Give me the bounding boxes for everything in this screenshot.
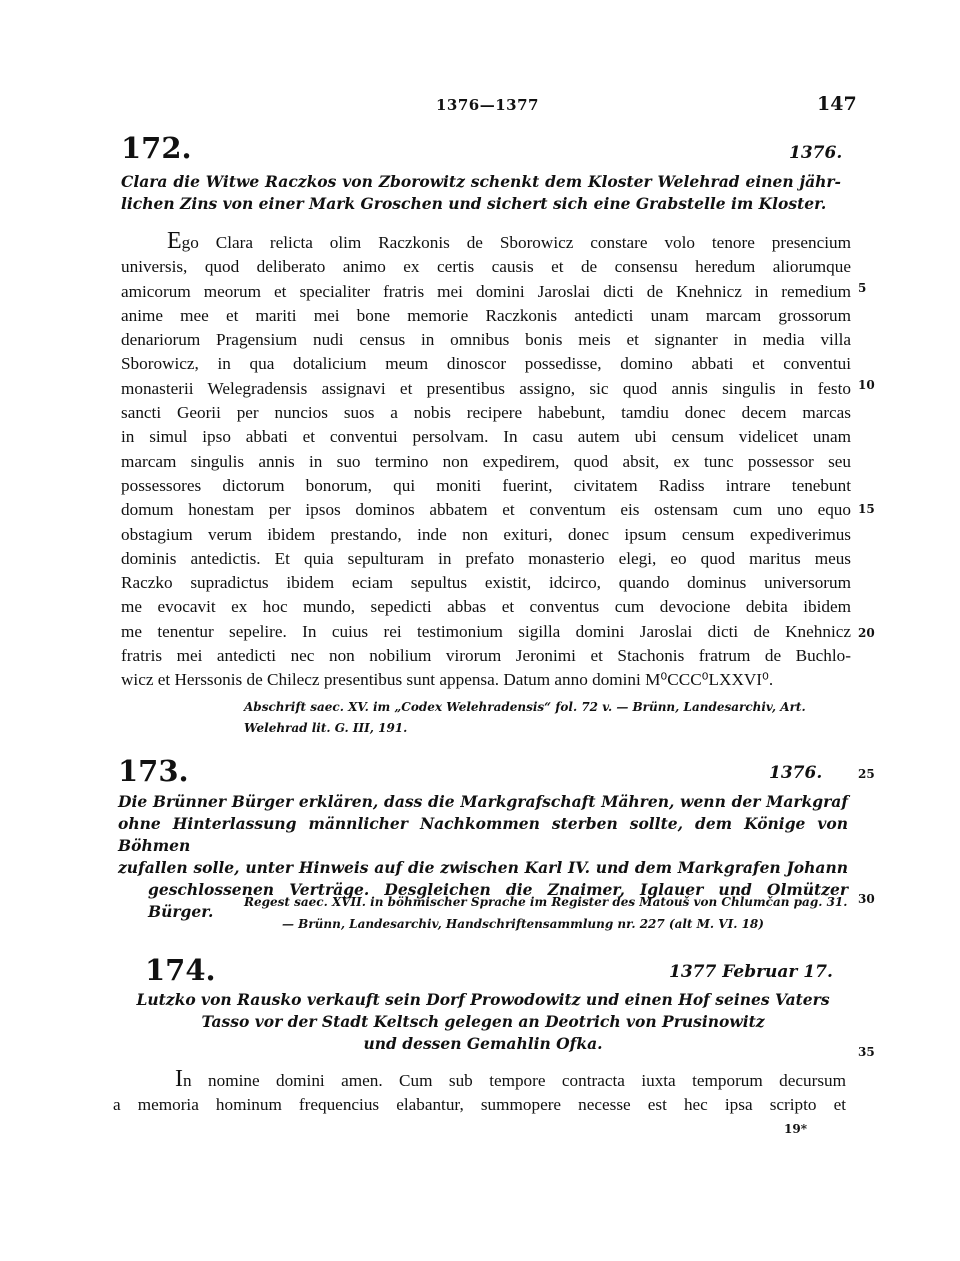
- body-line: anime mee et mariti mei bone memorie Raczkonis antedicti unam marcam grossorum: [121, 305, 851, 325]
- body-line: universis, quod deliberato animo ex certis causis et de consensu heredum aliorumque: [121, 257, 851, 277]
- body-line: monasterii Welegradensis assignavi et presentibus assigno, sic quod annis singulis in festo: [121, 378, 851, 398]
- body-line: me tenentur sepelire. In cuius rei testimonium sigilla domini Jaroslai dicti de Knehnicz: [121, 621, 851, 641]
- body-text-172: [121, 231, 851, 693]
- body-line: in simul ipso abbati et conventui persolvam. In casu autem ubi censum videlicet unam: [121, 427, 851, 447]
- document-number-172: 172.: [121, 131, 192, 165]
- regest-line: Die Brünner Bürger erklären, dass die Markgrafschaft Mähren, wenn der Markgraf: [118, 792, 848, 811]
- initial-letter: E: [167, 231, 182, 254]
- body-line: denariorum Pragensium nudi census in omnibus bonis meis et signanter in media villa: [121, 330, 851, 350]
- regest-line: Lutzko von Rausko verkauft sein Dorf Prowodowitz und einen Hof seines Vaters: [136, 990, 830, 1009]
- line-number: 35: [858, 1045, 875, 1059]
- line-number: 5: [858, 281, 867, 295]
- body-line: a memoria hominum frequencius elabantur, summopere necesse est hec ipsa scripto et: [113, 1095, 846, 1115]
- regest-line: lichen Zins von einer Mark Groschen und sichert sich eine Grabstelle im Kloster.: [121, 194, 827, 213]
- line-number: 25: [858, 767, 875, 781]
- line-number: 30: [858, 892, 875, 906]
- body-line: sancti Georii per nuncios suos a nobis recipere habebunt, tamdiu donec decem marcas: [121, 403, 851, 423]
- source-note-172-line1: Abschrift saec. XV. im „Codex Welehradensis“ fol. 72 v. — Brünn, Landesarchiv, Art.: [244, 700, 806, 714]
- regest-line: Tasso vor der Stadt Keltsch gelegen an Deotrich von Prusinowitz: [201, 1012, 765, 1031]
- body-line: Ego Clara relicta olim Raczkonis de Sborowicz constare volo tenore presencium: [121, 231, 851, 255]
- running-head: 1376—1377: [436, 96, 539, 114]
- regest-line: Clara die Witwe Raczkos von Zborowitz schenkt dem Kloster Welehrad einen jähr-: [121, 172, 841, 191]
- document-date-173: 1376.: [769, 763, 823, 783]
- line-number: 15: [858, 502, 875, 516]
- body-line: dominis antedictis. Et quia sepulturam in prefato monasterio elegi, eo quod maritus meus: [121, 548, 851, 568]
- source-note-173-line1: Regest saec. XVII. in böhmischer Sprache im Register des Matouš von Chlumčan pag. 31.: [244, 895, 848, 909]
- body-line: wicz et Herssonis de Chilecz presentibus sunt appensa. Datum anno domini M⁰CCC⁰LXXVI⁰.: [121, 670, 774, 690]
- body-text-174: [113, 1069, 846, 1118]
- regest-line: und dessen Gemahlin Ofka.: [363, 1034, 603, 1053]
- body-line: possessores dictorum bonorum, qui moniti fuerint, civitatem Radiss intrare tenebunt: [121, 475, 851, 495]
- body-line: domum honestam per ipsos dominos abbatem et conventum eis ostensam cum uno equo: [121, 500, 851, 520]
- page-number: 147: [817, 93, 857, 115]
- source-note-172-line2: Welehrad lit. G. III, 191.: [244, 721, 408, 735]
- body-line: amicorum meorum et specialiter fratris mei domini Jaroslai dicti de Knehnicz in remedium: [121, 281, 851, 301]
- body-line: fratris mei antedicti nec non nobilium virorum Jeronimi et Stachonis fratrum de Buchlo-: [121, 646, 851, 666]
- body-line: Sborowicz, in qua dotalicium meum dinoscor possedisse, domino abbati et conventui: [121, 354, 851, 374]
- body-line: me evocavit ex hoc mundo, sepedicti abbas et conventus cum devocione debita ibidem: [121, 597, 851, 617]
- document-date-174: 1377 Februar 17.: [669, 962, 833, 982]
- line-number: 10: [858, 378, 875, 392]
- body-line: marcam singulis annis in suo termino non expedirem, quod absit, ex tunc possessor seu: [121, 451, 851, 471]
- regest-line: zufallen solle, unter Hinweis auf die zwischen Karl IV. und dem Markgrafen Johann: [118, 858, 848, 877]
- signature-mark: 19*: [784, 1122, 807, 1136]
- body-line: obstagium verum ibidem prestando, inde non exituri, donec ipsum censum expediverimus: [121, 524, 851, 544]
- body-line: Raczko supradictus ibidem eciam sepultus existit, idcirco, quando dominus universorum: [121, 573, 851, 593]
- document-date-172: 1376.: [789, 143, 843, 163]
- document-number-173: 173.: [118, 754, 189, 788]
- line-number: 20: [858, 626, 875, 640]
- regest-174: [118, 989, 848, 1055]
- regest-line: geschlossenen Verträge. Desgleichen die Znaimer, Iglauer und Olmützer Bürger.: [148, 880, 848, 921]
- body-line: In nomine domini amen. Cum sub tempore contracta iuxta temporum decursum: [113, 1069, 846, 1093]
- initial-letter: I: [175, 1069, 183, 1092]
- document-number-174: 174.: [145, 953, 216, 987]
- source-note-173-line2: — Brünn, Landesarchiv, Handschriftensammlung nr. 227 (alt M. VI. 18): [282, 917, 764, 931]
- regest-line: ohne Hinterlassung männlicher Nachkommen sterben sollte, dem Könige von Böhmen: [118, 814, 848, 855]
- regest-172: [121, 171, 841, 215]
